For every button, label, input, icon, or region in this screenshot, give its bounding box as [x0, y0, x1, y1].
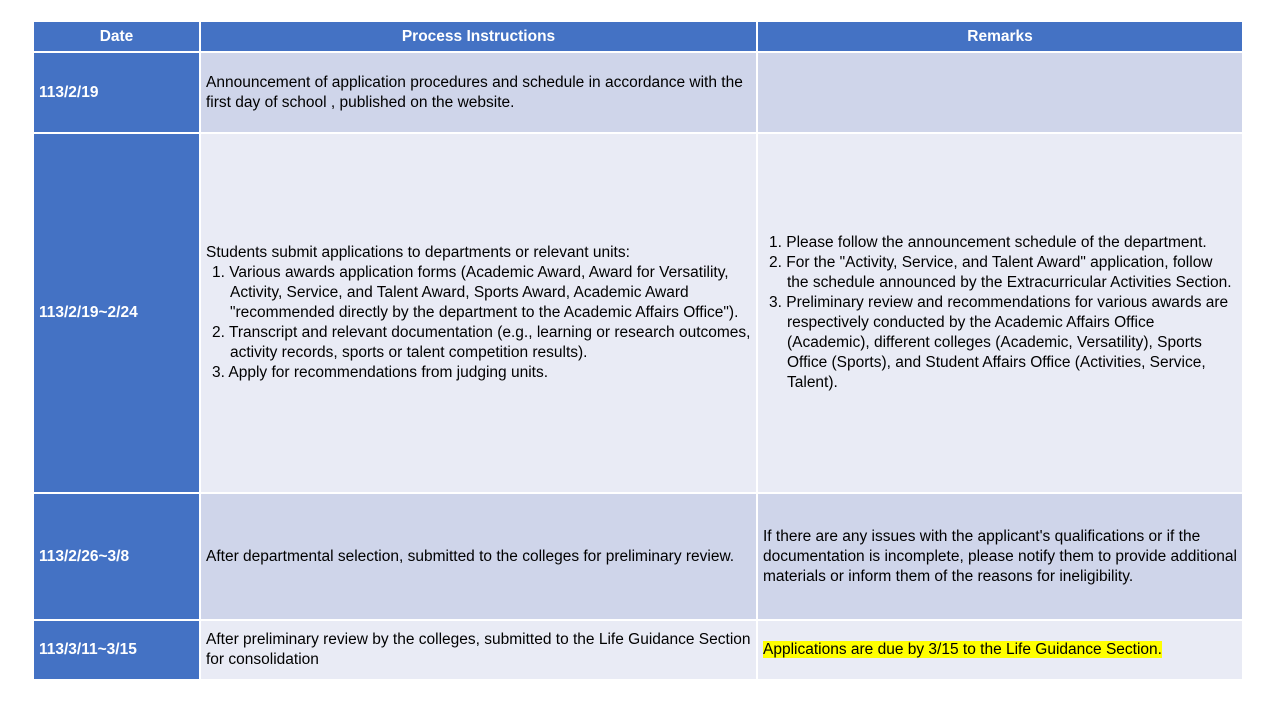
remarks-item: 2. For the "Activity, Service, and Talent Award" application, follow the schedule announced by the Extracurricular Activities Section. — [769, 254, 1232, 291]
header-remarks: Remarks — [757, 21, 1243, 52]
remarks-cell — [757, 620, 1243, 680]
table-row — [33, 52, 1243, 133]
process-intro: Students submit applications to departments or relevant units: — [206, 244, 630, 261]
table-row — [33, 133, 1243, 493]
table-row — [33, 493, 1243, 620]
highlighted-deadline-note: Applications are due by 3/15 to the Life Guidance Section. — [763, 641, 1162, 658]
process-cell — [200, 133, 757, 493]
remarks-cell — [757, 52, 1243, 133]
schedule-table — [32, 20, 1244, 681]
process-item: 3. Apply for recommendations from judging units. — [212, 364, 549, 381]
process-item: 2. Transcript and relevant documentation (e.g., learning or research outcomes, activity records, sports or talent competition results). — [212, 324, 751, 361]
remarks-item: 1. Please follow the announcement schedule of the department. — [769, 234, 1207, 251]
date-cell: 113/3/11~3/15 — [33, 620, 200, 680]
table-header — [33, 21, 1243, 52]
process-cell: Announcement of application procedures and schedule in accordance with the first day of school , published on the website. — [200, 52, 757, 133]
date-cell: 113/2/19~2/24 — [33, 133, 200, 493]
remarks-item: 3. Preliminary review and recommendations for various awards are respectively conducted by the Academic Affairs Office (Academic), different colleges (Academic, Versatility), Sports Office (Sports), and Student Affairs Office (Activities, Service, Talent). — [769, 294, 1229, 391]
process-cell: After departmental selection, submitted to the colleges for preliminary review. — [200, 493, 757, 620]
date-cell: 113/2/26~3/8 — [33, 493, 200, 620]
date-cell: 113/2/19 — [33, 52, 200, 133]
process-item: 1. Various awards application forms (Academic Award, Award for Versatility, Activity, Service, and Talent Award, Sports Award, Academic Award "recommended directly by the department to the Academic Affairs Office"). — [212, 264, 739, 321]
table-row — [33, 620, 1243, 680]
header-process-instructions: Process Instructions — [200, 21, 757, 52]
header-date: Date — [33, 21, 200, 52]
header-row — [33, 21, 1243, 52]
process-cell: After preliminary review by the colleges, submitted to the Life Guidance Section for consolidation — [200, 620, 757, 680]
remarks-cell — [757, 133, 1243, 493]
remarks-cell: If there are any issues with the applicant's qualifications or if the documentation is incomplete, please notify them to provide additional materials or inform them of the reasons for ineligibility. — [757, 493, 1243, 620]
table-body — [33, 52, 1243, 680]
